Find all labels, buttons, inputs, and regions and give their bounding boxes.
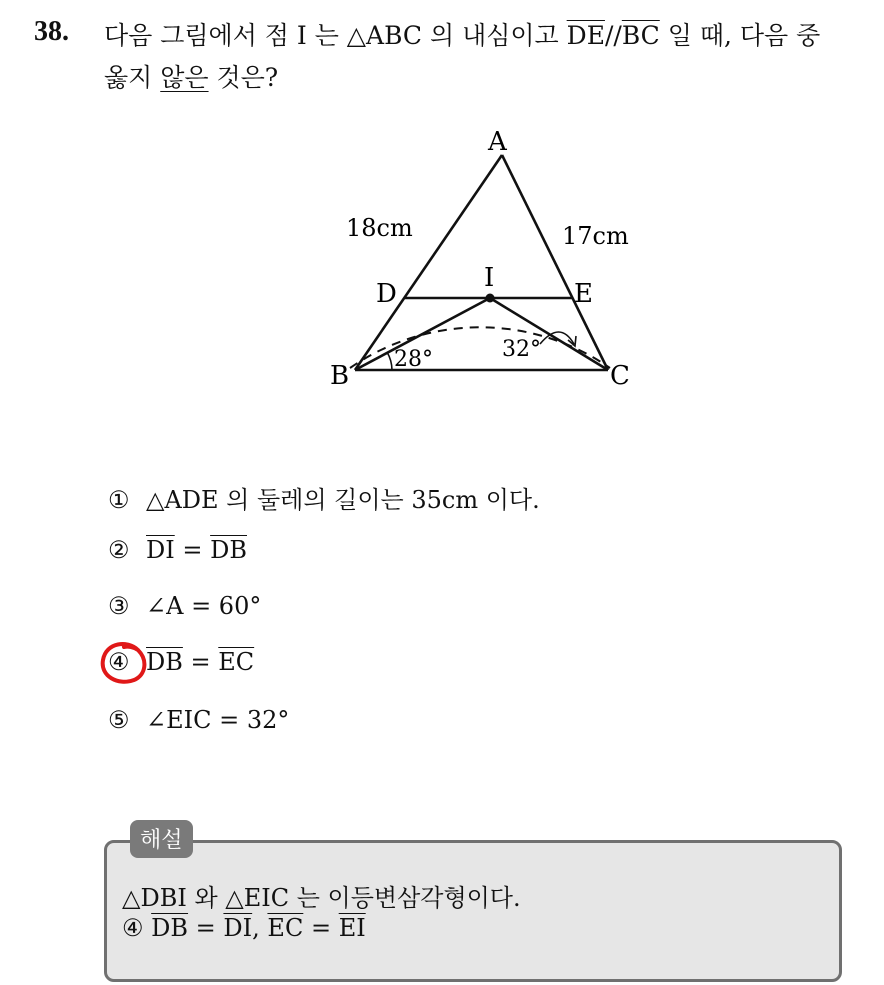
choice-text: ∠EIC = 32° <box>146 706 290 734</box>
label-b: B <box>330 361 350 391</box>
segment-ei: $\overline{EI}$ <box>338 914 366 942</box>
solution-tag: 해설 <box>130 820 193 858</box>
length-ac-label: 17cm <box>562 222 629 250</box>
equals-sign: = <box>303 914 339 942</box>
choice-number: ③ <box>108 592 130 620</box>
label-c: C <box>610 361 630 391</box>
segment-ec: $\overline{EC}$ <box>267 914 304 942</box>
choice-5[interactable] <box>108 706 289 734</box>
label-e: E <box>574 279 593 309</box>
question-text-a: 다음 그림에서 점 I 는 △ABC 의 내심이고 <box>104 21 567 50</box>
question-line-2 <box>104 58 278 94</box>
segment-di: $\overline{DI}$ <box>223 914 253 942</box>
equals-sign: = <box>174 536 211 564</box>
comma: , <box>252 914 268 942</box>
segment-db: $\overline{DB}$ <box>151 914 189 942</box>
parallel-sign: // <box>604 21 622 50</box>
label-i: I <box>484 263 495 293</box>
segment-left: $\overline{DI}$ <box>146 536 175 564</box>
triangle-figure <box>320 120 650 400</box>
label-a: A <box>488 127 507 157</box>
solution-number: ④ <box>122 914 152 942</box>
solution-line-1: △DBI 와 △EIC 는 이등변삼각형이다. <box>122 884 521 912</box>
label-d: D <box>376 279 397 309</box>
side-ab <box>355 155 502 370</box>
incenter-point <box>486 294 495 303</box>
choice-number: ⑤ <box>108 706 130 734</box>
equals-sign: = <box>182 648 219 676</box>
choice-3[interactable] <box>108 592 261 620</box>
choice-text: △ADE 의 둘레의 길이는 35cm 이다. <box>146 486 540 514</box>
segment-right: $\overline{DB}$ <box>210 536 247 564</box>
question-number: 38. <box>34 16 69 47</box>
angle-c-label: 32° <box>502 337 541 362</box>
segment-de: $\overline{DE}$ <box>566 21 605 50</box>
choice-1[interactable] <box>108 480 540 515</box>
question-line-1 <box>104 16 820 52</box>
segment-right: $\overline{EC}$ <box>218 648 255 676</box>
angle-b-arc <box>387 352 392 370</box>
question-text-d: 것은? <box>208 63 279 92</box>
length-ab-label: 18cm <box>346 214 413 242</box>
choice-text: ∠A = 60° <box>146 592 262 620</box>
segment-left: $\overline{DB}$ <box>146 648 183 676</box>
choice-2[interactable] <box>108 536 247 564</box>
choice-number: ④ <box>108 648 130 676</box>
equals-sign: = <box>188 914 224 942</box>
answer-mark-circle <box>98 638 154 690</box>
solution-line-2 <box>122 914 366 942</box>
underlined-word: 않은 <box>160 63 209 92</box>
angle-b-label: 28° <box>394 347 433 372</box>
choice-number: ① <box>108 486 130 514</box>
question-text-b: 일 때, 다음 중 <box>659 21 821 50</box>
choice-number: ② <box>108 536 130 564</box>
question-text-c: 옳지 <box>104 63 161 92</box>
segment-bc: $\overline{BC}$ <box>621 21 660 50</box>
